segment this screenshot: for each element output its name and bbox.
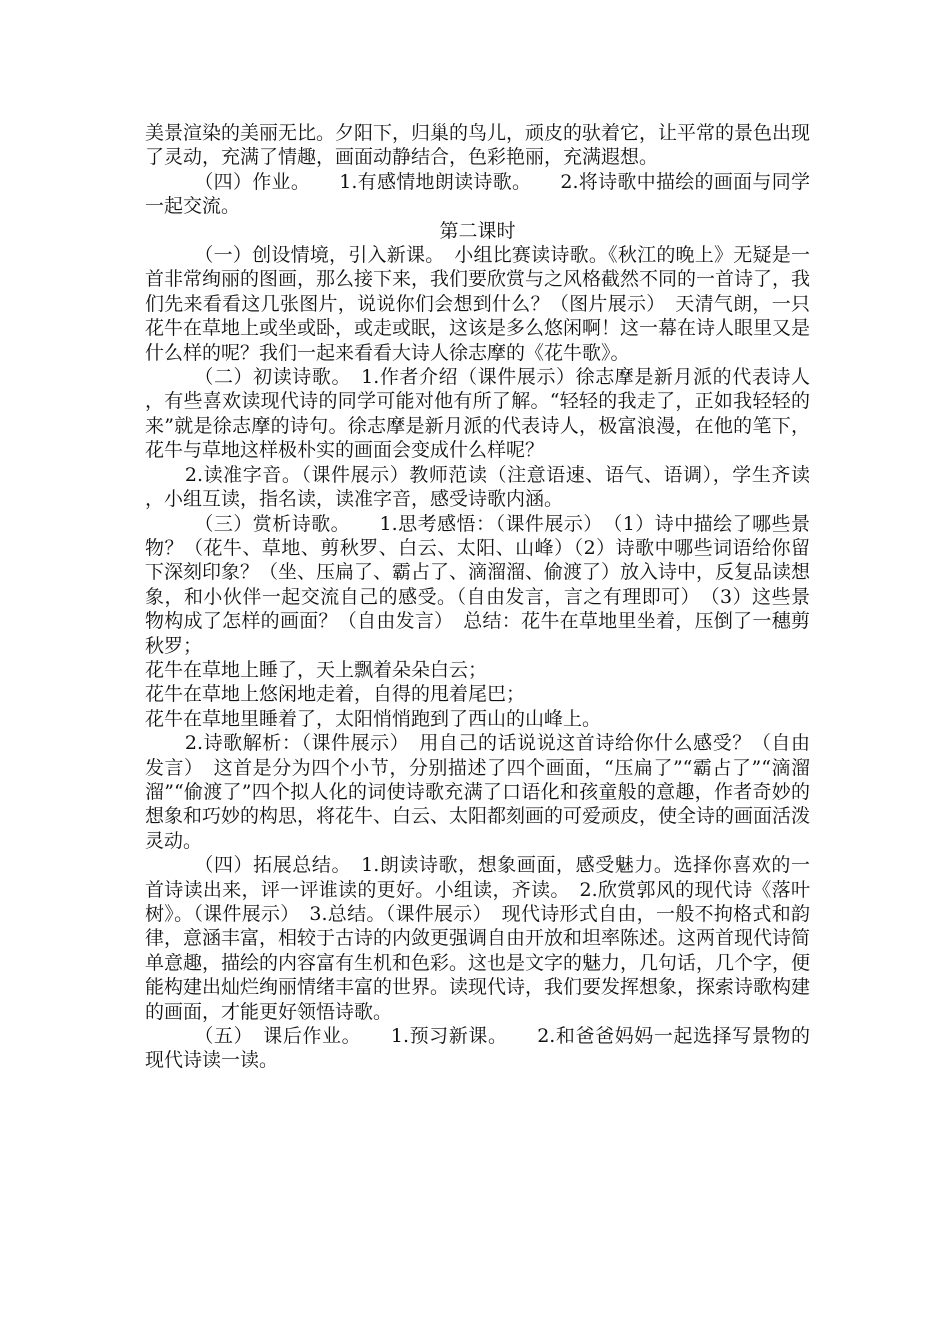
- paragraph-first-reading: （二）初读诗歌。 1.作者介绍（课件展示）徐志摩是新月派的代表诗人，有些喜欢读现代诗的同学可能对他有所了解。“轻轻的我走了，正如我轻轻的来”就是徐志摩的诗句。徐志摩是新月派的代表诗人，极富浪漫，在他的笔下，花牛与草地这样极朴实的画面会变成什么样呢？: [145, 366, 810, 462]
- paragraph-poem-analysis: 2.诗歌解析：（课件展示） 用自己的话说说这首诗给你什么感受？（自由发言） 这首是分为四个小节，分别描述了四个画面，“压扁了”“霸占了”“滴溜溜”“偷渡了”四个拟人化的词使诗歌充满了口语化和孩童般的意趣，作者奇妙的想象和巧妙的构思，将花牛、白云、太阳都刻画的可爱顽皮，使全诗的画面活泼灵动。: [145, 732, 811, 852]
- paragraph-pronunciation: 2.读准字音。（课件展示）教师范读（注意语速、语气、语调），学生齐读，小组互读，指名读，读准字音，感受诗歌内涵。: [145, 463, 810, 511]
- paragraph-appreciation: （三）赏析诗歌。 1.思考感悟：（课件展示） （1）诗中描绘了哪些景物？（花牛、草地、剪秋罗、白云、太阳、山峰）（2）诗歌中哪些词语给你留下深刻印象？（坐、压扁了、霸占了、滴溜溜、偷渡了）放入诗中，反复品读想象，和小伙伴一起交流自己的感受。（自由发言，言之有理即可） （3）这些景物构成了怎样的画面？（自由发言） 总结：花牛在草地里坐着，压倒了一穗剪秋罗；: [145, 512, 811, 657]
- poem-line-3: 花牛在草地上悠闲地走着，自得的甩着尾巴；: [145, 683, 526, 706]
- poem-line-4: 花牛在草地里睡着了，太阳悄悄跑到了西山的山峰上。: [145, 707, 602, 730]
- document-page: [145, 121, 810, 1073]
- poem-line-2: 花牛在草地上睡了，天上飘着朵朵白云；: [145, 658, 488, 681]
- paragraph-homework-1: （四）作业。 1.有感情地朗读诗歌。 2.将诗歌中描绘的画面与同学一起交流。: [145, 170, 810, 218]
- paragraph-introduction: （一）创设情境，引入新课。 小组比赛读诗歌。《秋江的晚上》无疑是一首非常绚丽的图画，那么接下来，我们要欣赏与之风格截然不同的一首诗了，我们先来看看这几张图片，说说你们会想到什么？（图片展示） 天清气朗，一只花牛在草地上或坐或卧，或走或眠，这该是多么悠闲啊！这一幕在诗人眼里又是什么样的呢？我们一起来看看大诗人徐志摩的《花牛歌》。: [145, 244, 811, 364]
- paragraph-homework-2: （五） 课后作业。 1.预习新课。 2.和爸爸妈妈一起选择写景物的现代诗读一读。: [145, 1025, 810, 1072]
- paragraph-scene-description: 美景渲染的美丽无比。夕阳下，归巢的鸟儿，顽皮的驮着它，让平常的景色出现了灵动，充满了情趣，画面动静结合，色彩艳丽，充满遐想。: [145, 122, 811, 169]
- section-title-second-lesson: 第二课时: [439, 219, 516, 242]
- paragraph-extension-summary: （四）拓展总结。 1.朗读诗歌，想象画面，感受魅力。选择你喜欢的一首诗读出来，评一评谁读的更好。小组读，齐读。 2.欣赏郭风的现代诗《落叶树》。（课件展示） 3.总结。（课件展示） 现代诗形式自由，一般不拘格式和韵律，意涵丰富，相较于古诗的内敛更强调自由开放和坦率陈述。这两首现代诗简单意趣，描绘的内容富有生机和色彩。这也是文字的魅力，几句话，几个字，便能构建出灿烂绚丽情绪丰富的世界。读现代诗，我们要发挥想象，探索诗歌构建的画面，才能更好领悟诗歌。: [145, 854, 811, 1023]
